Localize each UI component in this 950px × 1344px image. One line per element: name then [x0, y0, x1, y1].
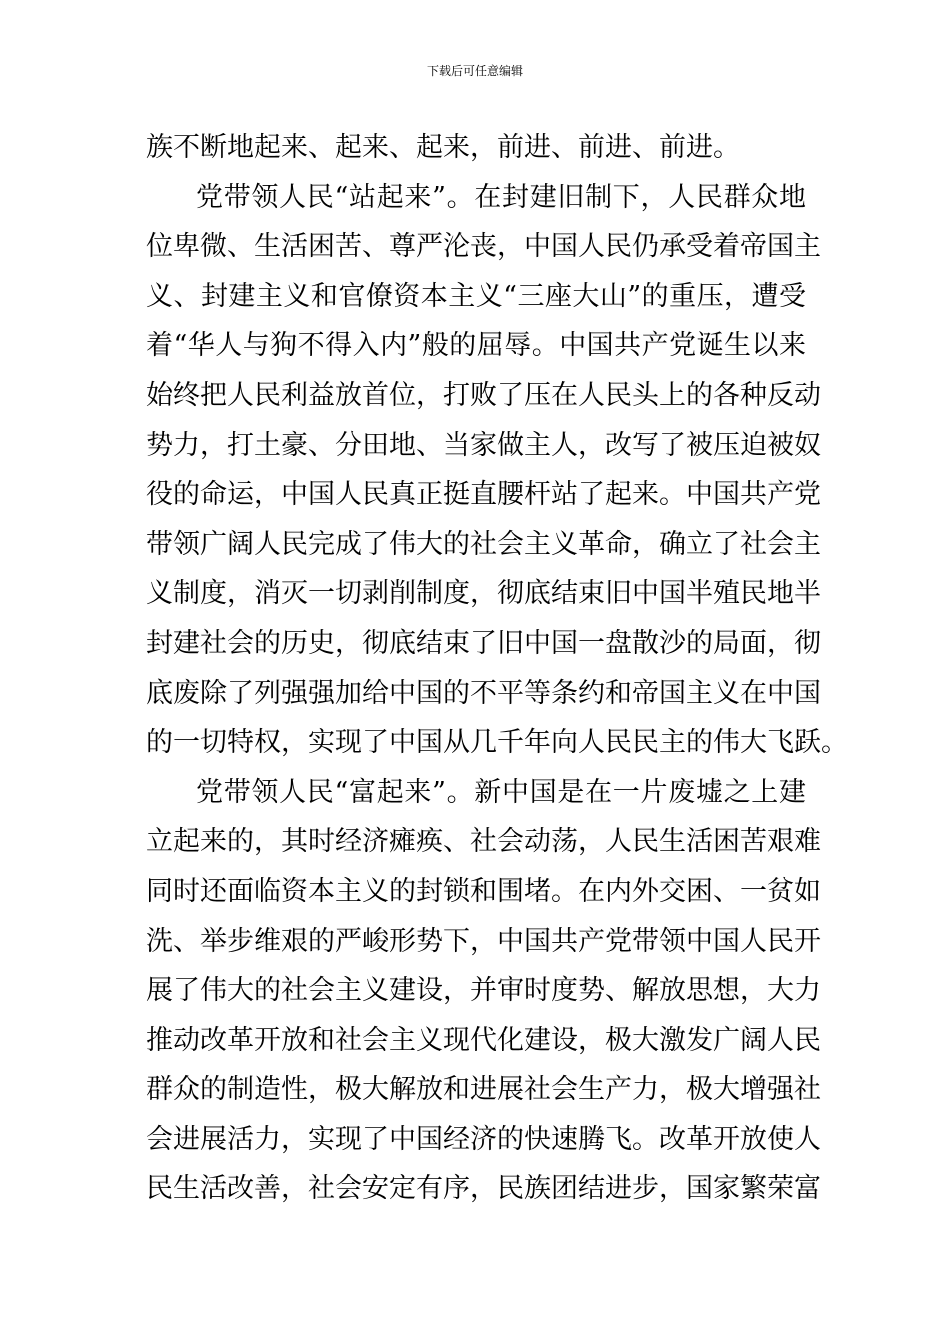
text-line: 会进展活力，实现了中国经济的快速腾飞。改革开放使人: [146, 1123, 821, 1155]
text-line: 群众的制造性，极大解放和进展社会生产力，极大增强社: [146, 1074, 821, 1106]
text-line: 推动改革开放和社会主义现代化建设，极大激发广阔人民: [146, 1024, 821, 1056]
text-line: 党带领人民“富起来”。新中国是在一片废墟之上建: [196, 776, 806, 808]
text-line: 义制度，消灭一切剥削制度，彻底结束旧中国半殖民地半: [146, 578, 821, 610]
text-line: 封建社会的历史，彻底结束了旧中国一盘散沙的局面，彻: [146, 627, 821, 659]
paragraph: [146, 768, 821, 1214]
text-line: 义、封建主义和官僚资本主义“三座大山”的重压，遭受: [146, 280, 806, 312]
paragraph: [146, 173, 848, 768]
text-line: 立起来的，其时经济瘫痪、社会动荡，人民生活困苦艰难: [146, 826, 821, 858]
text-line: 党带领人民“站起来”。在封建旧制下，人民群众地: [196, 181, 806, 213]
text-line: 势力，打土豪、分田地、当家做主人，改写了被压迫被奴: [146, 429, 821, 461]
text-line: 带领广阔人民完成了伟大的社会主义革命，确立了社会主: [146, 528, 821, 560]
text-line: 洗、举步维艰的严峻形势下，中国共产党带领中国人民开: [146, 925, 821, 957]
page-header-note: 下载后可任意编辑: [426, 64, 523, 78]
text-line: 民生活改善，社会安定有序，民族团结进步，国家繁荣富: [146, 1173, 821, 1205]
paragraph: [146, 123, 806, 173]
document-body: [146, 123, 848, 1214]
text-line: 同时还面临资本主义的封锁和围堵。在内外交困、一贫如: [146, 875, 821, 907]
text-line: 底废除了列强强加给中国的不平等条约和帝国主义在中国: [146, 677, 821, 709]
text-line: 位卑微、生活困苦、尊严沦丧，中国人民仍承受着帝国主: [146, 231, 821, 263]
text-line: 着“华人与狗不得入内”般的屈辱。中国共产党诞生以来: [146, 330, 806, 362]
text-line: 展了伟大的社会主义建设，并审时度势、解放思想，大力: [146, 975, 821, 1007]
text-line: 役的命运，中国人民真正挺直腰杆站了起来。中国共产党: [146, 479, 821, 511]
text-line: 的一切特权，实现了中国从几千年向人民民主的伟大飞跃。: [146, 727, 848, 759]
text-line: 始终把人民利益放首位，打败了压在人民头上的各种反动: [146, 379, 821, 411]
text-line: 族不断地起来、起来、起来，前进、前进、前进。: [146, 132, 740, 163]
